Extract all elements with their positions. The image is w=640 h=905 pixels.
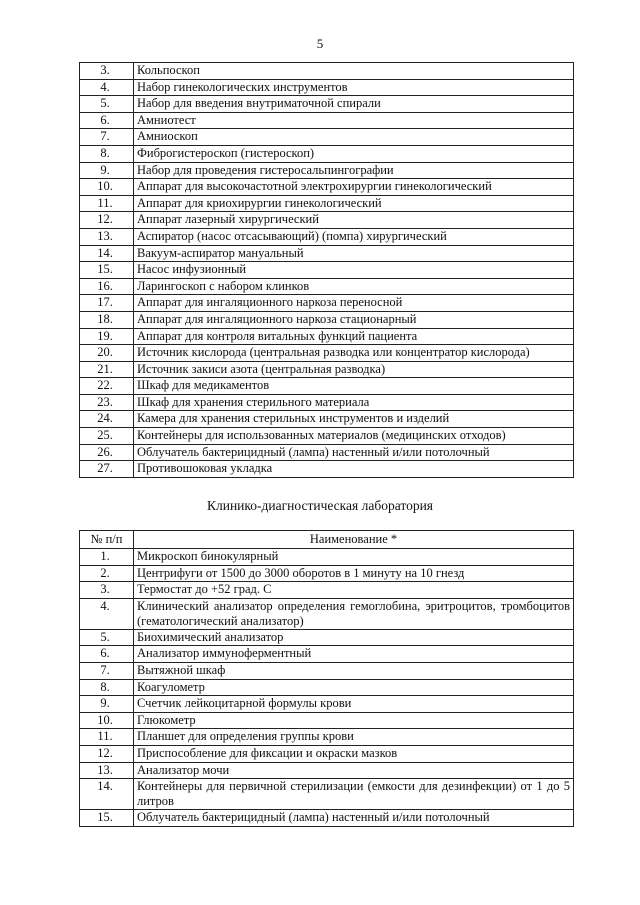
row-name: Противошоковая укладка (134, 461, 574, 478)
row-number: 25. (80, 428, 134, 445)
table-row (80, 444, 574, 461)
row-name: Анализатор мочи (134, 762, 574, 779)
table-row (80, 361, 574, 378)
section-title: Клинико-диагностическая лаборатория (206, 498, 434, 513)
row-number: 19. (80, 328, 134, 345)
table-row (80, 328, 574, 345)
table-header-row (80, 531, 574, 549)
row-number: 26. (80, 444, 134, 461)
table-row (80, 629, 574, 646)
table-row (80, 411, 574, 428)
row-number: 7. (80, 129, 134, 146)
row-name: Фиброгистероскоп (гистероскоп) (134, 145, 574, 162)
table-row (80, 295, 574, 312)
table-row (80, 549, 574, 566)
row-name: Вытяжной шкаф (134, 662, 574, 679)
table-row (80, 228, 574, 245)
row-name: Микроскоп бинокулярный (134, 549, 574, 566)
row-number: 1. (80, 549, 134, 566)
row-number: 4. (80, 79, 134, 96)
table-row (80, 345, 574, 362)
row-name: Источник закиси азота (центральная разводка) (134, 361, 574, 378)
table-row (80, 311, 574, 328)
table-row (80, 378, 574, 395)
row-number: 6. (80, 646, 134, 663)
row-number: 15. (80, 262, 134, 279)
row-number: 14. (80, 779, 134, 810)
table-row (80, 598, 574, 629)
row-number: 15. (80, 810, 134, 827)
table-row (80, 745, 574, 762)
row-name: Облучатель бактерицидный (лампа) настенный и/или потолочный (134, 444, 574, 461)
table-row (80, 278, 574, 295)
row-name: Клинический анализатор определения гемоглобина, эритроцитов, тромбоцитов (гематологический анализатор) (134, 598, 574, 629)
row-name: Облучатель бактерицидный (лампа) настенный и/или потолочный (134, 810, 574, 827)
row-number: 10. (80, 712, 134, 729)
row-number: 3. (80, 582, 134, 599)
row-name: Аппарат для криохирургии гинекологический (134, 195, 574, 212)
table-row (80, 262, 574, 279)
row-number: 8. (80, 679, 134, 696)
row-number: 10. (80, 179, 134, 196)
table-row (80, 662, 574, 679)
row-number: 16. (80, 278, 134, 295)
table-row (80, 679, 574, 696)
table-row (80, 195, 574, 212)
table-row (80, 582, 574, 599)
row-number: 5. (80, 629, 134, 646)
table-row (80, 646, 574, 663)
row-name: Счетчик лейкоцитарной формулы крови (134, 696, 574, 713)
row-name: Коагулометр (134, 679, 574, 696)
row-number: 24. (80, 411, 134, 428)
row-number: 11. (80, 729, 134, 746)
row-number: 21. (80, 361, 134, 378)
row-name: Анализатор иммуноферментный (134, 646, 574, 663)
row-name: Насос инфузионный (134, 262, 574, 279)
row-name: Шкаф для медикаментов (134, 378, 574, 395)
row-number: 4. (80, 598, 134, 629)
row-name: Аппарат для ингаляционного наркоза переносной (134, 295, 574, 312)
table-row (80, 129, 574, 146)
row-number: 12. (80, 212, 134, 229)
row-name: Вакуум-аспиратор мануальный (134, 245, 574, 262)
table-row (80, 712, 574, 729)
table-row (80, 428, 574, 445)
row-name: Шкаф для хранения стерильного материала (134, 394, 574, 411)
row-name: Амниоскоп (134, 129, 574, 146)
row-name: Глюкометр (134, 712, 574, 729)
row-name: Контейнеры для использованных материалов (медицинских отходов) (134, 428, 574, 445)
row-name: Аппарат для контроля витальных функций пациента (134, 328, 574, 345)
row-name: Приспособление для фиксации и окраски мазков (134, 745, 574, 762)
table-row (80, 112, 574, 129)
row-number: 22. (80, 378, 134, 395)
row-name: Термостат до +52 град. С (134, 582, 574, 599)
row-name: Ларингоскоп с набором клинков (134, 278, 574, 295)
row-name: Аппарат лазерный хирургический (134, 212, 574, 229)
row-number: 17. (80, 295, 134, 312)
row-number: 11. (80, 195, 134, 212)
row-number: 23. (80, 394, 134, 411)
row-number: 9. (80, 162, 134, 179)
row-number: 20. (80, 345, 134, 362)
table-row (80, 212, 574, 229)
row-number: 7. (80, 662, 134, 679)
row-name: Биохимический анализатор (134, 629, 574, 646)
row-number: 14. (80, 245, 134, 262)
header-name: Наименование * (134, 531, 574, 549)
row-number: 2. (80, 565, 134, 582)
row-name: Амниотест (134, 112, 574, 129)
table-row (80, 779, 574, 810)
row-number: 9. (80, 696, 134, 713)
row-name: Аспиратор (насос отсасывающий) (помпа) хирургический (134, 228, 574, 245)
table-row (80, 394, 574, 411)
row-name: Набор для введения внутриматочной спирали (134, 96, 574, 113)
row-number: 6. (80, 112, 134, 129)
row-number: 5. (80, 96, 134, 113)
row-name: Контейнеры для первичной стерилизации (емкости для дезинфекции) от 1 до 5 литров (134, 779, 574, 810)
row-number: 13. (80, 228, 134, 245)
page-number: 5 (316, 36, 324, 51)
header-num: № п/п (80, 531, 134, 549)
equipment-table-gynecology (79, 62, 574, 478)
table-row (80, 245, 574, 262)
row-number: 12. (80, 745, 134, 762)
table-row (80, 179, 574, 196)
row-number: 27. (80, 461, 134, 478)
row-name: Аппарат для ингаляционного наркоза стационарный (134, 311, 574, 328)
row-name: Источник кислорода (центральная разводка или концентратор кислорода) (134, 345, 574, 362)
table-row (80, 79, 574, 96)
table-row (80, 810, 574, 827)
table-row (80, 461, 574, 478)
row-name: Камера для хранения стерильных инструментов и изделий (134, 411, 574, 428)
row-name: Набор для проведения гистеросальпингографии (134, 162, 574, 179)
row-name: Набор гинекологических инструментов (134, 79, 574, 96)
row-name: Центрифуги от 1500 до 3000 оборотов в 1 минуту на 10 гнезд (134, 565, 574, 582)
row-name: Аппарат для высокочастотной электрохирургии гинекологический (134, 179, 574, 196)
equipment-table-laboratory (79, 530, 574, 827)
table-row (80, 162, 574, 179)
table-row (80, 96, 574, 113)
row-name: Кольпоскоп (134, 63, 574, 80)
table-row (80, 63, 574, 80)
table-row (80, 762, 574, 779)
row-number: 13. (80, 762, 134, 779)
row-number: 3. (80, 63, 134, 80)
row-number: 8. (80, 145, 134, 162)
table-row (80, 565, 574, 582)
row-number: 18. (80, 311, 134, 328)
table-row (80, 696, 574, 713)
table-row (80, 145, 574, 162)
table-row (80, 729, 574, 746)
row-name: Планшет для определения группы крови (134, 729, 574, 746)
